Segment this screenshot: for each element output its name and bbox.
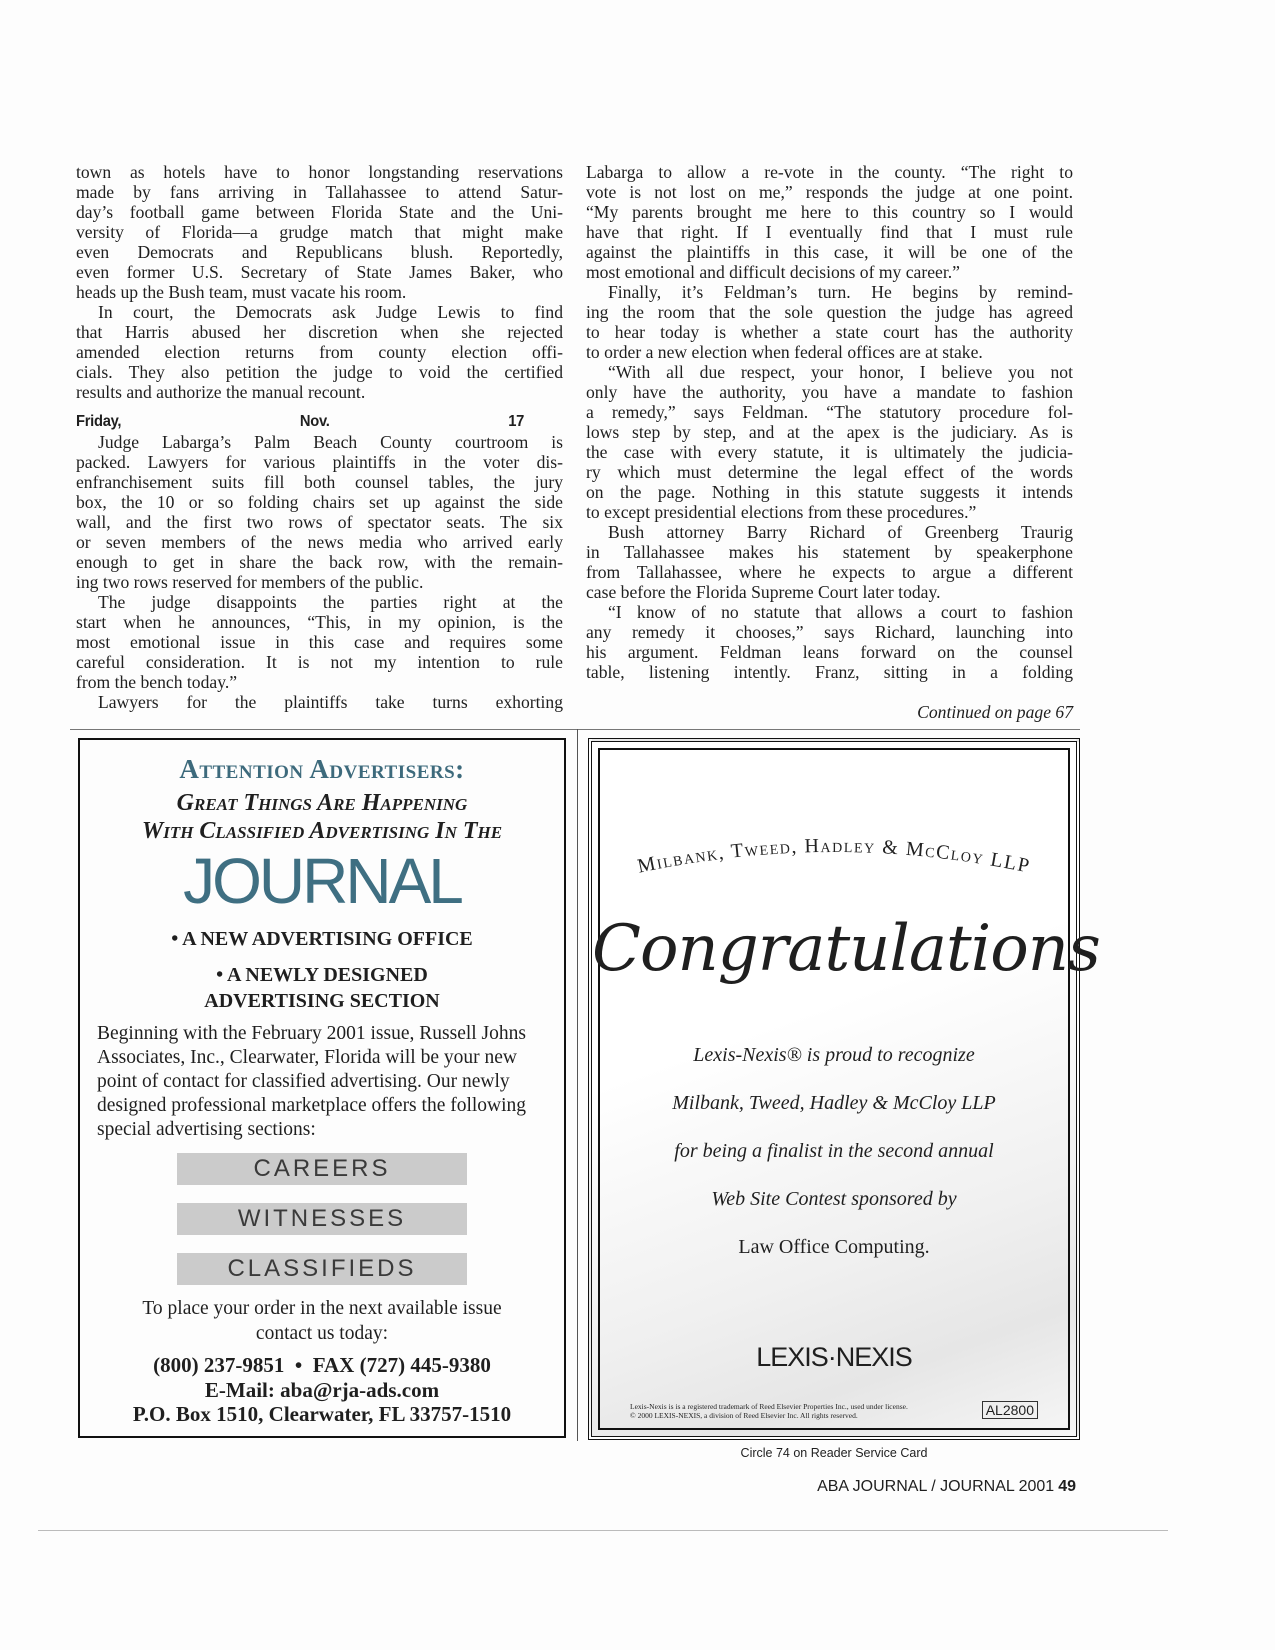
reader-service-note: Circle 74 on Reader Service Card [740,1446,928,1460]
article-line: even former U.S. Secretary of State James Baker, who [76,262,563,282]
publication-name: ABA JOURNAL / JOURNAL 2001 [817,1478,1055,1495]
section-witnesses: WITNESSES [177,1203,467,1235]
firm-name: Milbank, Tweed, Hadley & McCloy LLP [635,834,1033,878]
ad-bullet: • A NEW ADVERTISING OFFICE [171,928,473,950]
article-line: packed. Lawyers for various plaintiffs in the voter dis- [76,452,563,472]
svg-text:Milbank, Tweed, Hadley & McClo [636,835,1033,878]
email: E-Mail: aba@rja-ads.com [204,1378,440,1402]
congratulations-script: Congratulations [592,912,1100,986]
firm-name-arc [592,802,1076,902]
article-line: from Tallahassee, where he expects to argue a different [586,562,1073,582]
ad-line: for being a finalist in the second annual [674,1140,994,1162]
article-line: results and authorize the manual recount. [76,382,366,402]
article-line: to order a new election when federal offices are at stake. [586,342,983,362]
article-line: Lawyers for the plaintiffs take turns exhorting [98,692,563,712]
article-line: lows step by step, and at the apex is the judiciary. As is [586,422,1073,442]
po-box: P.O. Box 1510, Clearwater, FL 33757-1510 [132,1402,512,1426]
article-line: the case with every statute, it is ultimately the judicia- [586,442,1073,462]
article-line: from the bench today.” [76,672,238,692]
article-line: ing two rows reserved for members of the public. [76,572,424,592]
section-classifieds: CLASSIFIEDS [177,1253,467,1285]
divider [38,1530,1168,1531]
classified-advertising-ad [78,738,566,1438]
article-line: any remedy it chooses,” says Richard, launching into [586,622,1073,642]
lexis-nexis-ad [588,738,1100,1440]
article-line: table, listening intently. Franz, sitting in a folding [586,662,1073,682]
article-line: careful consideration. It is not my intention to rule [76,652,563,672]
article-line: case before the Florida Supreme Court later today. [586,582,941,602]
order-text: To place your order in the next available issue [142,1298,502,1319]
ad-bullet: • A NEWLY DESIGNED [216,964,428,986]
article-line: on the page. Nothing in this statute suggests it intends [586,482,1073,502]
article-line: enough to get in share the back row, with the remain- [76,552,563,572]
article-line: “I know of no statute that allows a court to fashion [608,602,1073,622]
divider [577,729,578,1441]
trademark-note: Lexis-Nexis is is a registered trademark of Reed Elsevier Properties Inc., used under license. [630,1402,908,1411]
ad-headline: Attention Advertisers: [179,754,465,784]
article-line: to except presidential elections from these procedures.” [586,502,977,522]
article-line: “My parents brought me here to this country so I would [586,202,1073,222]
aba-journal-logo: JOURNAL [183,845,461,917]
article-line: cials. They also petition the judge to void the certified [76,362,563,382]
article-line: Bush attorney Barry Richard of Greenberg Traurig [608,522,1073,542]
ad-body: Beginning with the February 2001 issue, Russell Johns Associates, Inc., Clearwater, Florida will be your new point of contact for classified advertising. Our newly designed professional marketplace offers the following special advertising sections: [97,1023,527,1140]
article-line: that Harris abused her discretion when she rejected [76,322,563,342]
article-line: most emotional issue in this case and requires some [76,632,563,652]
continued-note: Continued on page 67 [917,702,1073,722]
article-line: to hear today is whether a state court has the authority [586,322,1073,342]
article-line: have that right. If I eventually find that I must rule [586,222,1073,242]
page-number: 49 [1058,1478,1076,1495]
article-line: in Tallahassee makes his statement by speakerphone [586,542,1073,562]
ad-line: Law Office Computing. [738,1236,930,1258]
article-left-column [76,162,563,712]
article-line: Finally, it’s Feldman’s turn. He begins by remind- [608,282,1073,302]
ad-subhead: With Classified Advertising In The [141,818,503,844]
ad-line: Web Site Contest sponsored by [711,1188,957,1210]
article-line: Labarga to allow a re-vote in the county. “The right to [586,162,1073,182]
article-line: or seven members of the news media who arrived early [76,532,563,552]
divider [70,729,1080,730]
article-line: “With all due respect, your honor, I believe you not [608,362,1073,382]
article-line: heads up the Bush team, must vacate his room. [76,282,407,302]
article-line: vote is not lost on me,” responds the judge at one point. [586,182,1073,202]
article-line: made by fans arriving in Tallahassee to attend Satur- [76,182,563,202]
article-line: his argument. Feldman leans forward on the counsel [586,642,1073,662]
article-line: a remedy,” says Feldman. “The statutory procedure fol- [586,402,1073,422]
article-line: box, the 10 or so folding chairs set up against the side [76,492,563,512]
article-line: amended election returns from county election offi- [76,342,563,362]
ad-line: Lexis-Nexis® is proud to recognize [693,1044,975,1066]
article-line: start when he announces, “This, in my opinion, is the [76,612,563,632]
article-line: ry which must determine the legal effect of the words [586,462,1073,482]
article-line: wall, and the first two rows of spectator seats. The six [76,512,563,532]
ad-line: Milbank, Tweed, Hadley & McCloy LLP [672,1092,996,1114]
article-line: enfranchisement suits fill both counsel tables, the jury [76,472,563,492]
article-line: The judge disappoints the parties right at the [98,592,563,612]
article-line: even Democrats and Republicans blush. Reportedly, [76,242,563,262]
article-line: only have the authority, you have a mandate to fashion [586,382,1073,402]
article-line: day’s football game between Florida State and the Uni- [76,202,563,222]
lexis-nexis-logo: LEXIS·NEXIS [756,1342,912,1372]
order-text: contact us today: [255,1323,389,1344]
fine-print [630,1402,908,1420]
ad-code: AL2800 [982,1401,1038,1419]
copyright-note: © 2000 LEXIS-NEXIS, a division of Reed Elsevier Inc. All rights reserved. [630,1411,858,1420]
article-line: Judge Labarga’s Palm Beach County courtroom is [98,432,563,452]
folio [817,1478,1076,1496]
article-line: against the plaintiffs in this case, it will be one of the [586,242,1073,262]
article-line: In court, the Democrats ask Judge Lewis to find [98,302,563,322]
ad-bullet: ADVERTISING SECTION [204,990,440,1012]
section-heading: Friday, Nov. 17 [76,413,525,430]
article-line: ing the room that the sole question the judge has agreed [586,302,1073,322]
section-careers: CAREERS [177,1153,467,1185]
ad-subhead: Great Things Are Happening [176,790,468,816]
phone-fax: (800) 237-9851 • FAX (727) 445-9380 [153,1353,491,1377]
article-line: town as hotels have to honor longstanding reservations [76,162,563,182]
article-line: versity of Florida—a grudge match that might make [76,222,563,242]
article-line: most emotional and difficult decisions of my career.” [586,262,960,282]
article-right-column [586,162,1073,682]
